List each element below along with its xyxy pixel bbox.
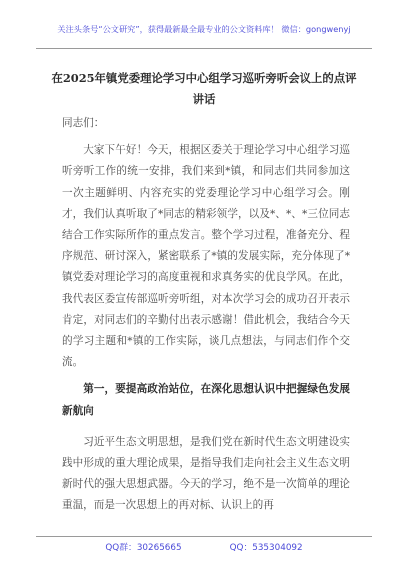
footer-qq: QQ：535304092: [229, 543, 303, 553]
header-banner: 关注头条号“公文研究”，获得最新最全最专业的公文资料库！ 微信：gongwenyj: [57, 24, 351, 34]
header-divider: [36, 48, 372, 49]
intro-paragraph: 大家下午好！今天，根据区委关于理论学习中心组学习巡听旁听工作的统一安排，我们来到*镇，和同志们共同参加这一次主题鲜明、内容充实的党委理论学习中心组学习会。刚才，我们认真听取了*同志的精彩领学，以及*、*、*三位同志结合工作实际所作的重点发言。整个学习过程，准备充分、程序规范、研讨深入，紧密联系了*镇的发展实际，充分体现了*镇党委对理论学习的高度重视和求真务实的优良学风。在此，我代表区委宣传部巡听旁听组，对本次学习会的成功召开表示肯定，对同志们的辛勤付出表示感谢！借此机会，我结合今天的学习主题和*镇的工作实际，谈几点想法，与同志们作个交流。: [62, 144, 350, 369]
salutation: 同志们：: [62, 117, 105, 129]
footer-divider: [36, 536, 372, 537]
section-heading: 第一，要提高政治站位，在深化思想认识中把握绿色发展新航向: [62, 383, 350, 417]
footer-qq-group: QQ群：30265665: [105, 543, 182, 553]
section-paragraph: 习近平生态文明思想，是我们党在新时代生态文明建设实践中形成的重大理论成果，是指导我们走向社会主义生态文明新时代的强大思想武器。今天的学习，绝不是一次简单的理论重温，而是一次思想上的再对标、认识上的再: [62, 435, 350, 512]
document-body: [62, 113, 350, 517]
footer: [0, 540, 408, 553]
document-title: 在2025年镇党委理论学习中心组学习巡听旁听会议上的点评讲话: [51, 71, 357, 106]
